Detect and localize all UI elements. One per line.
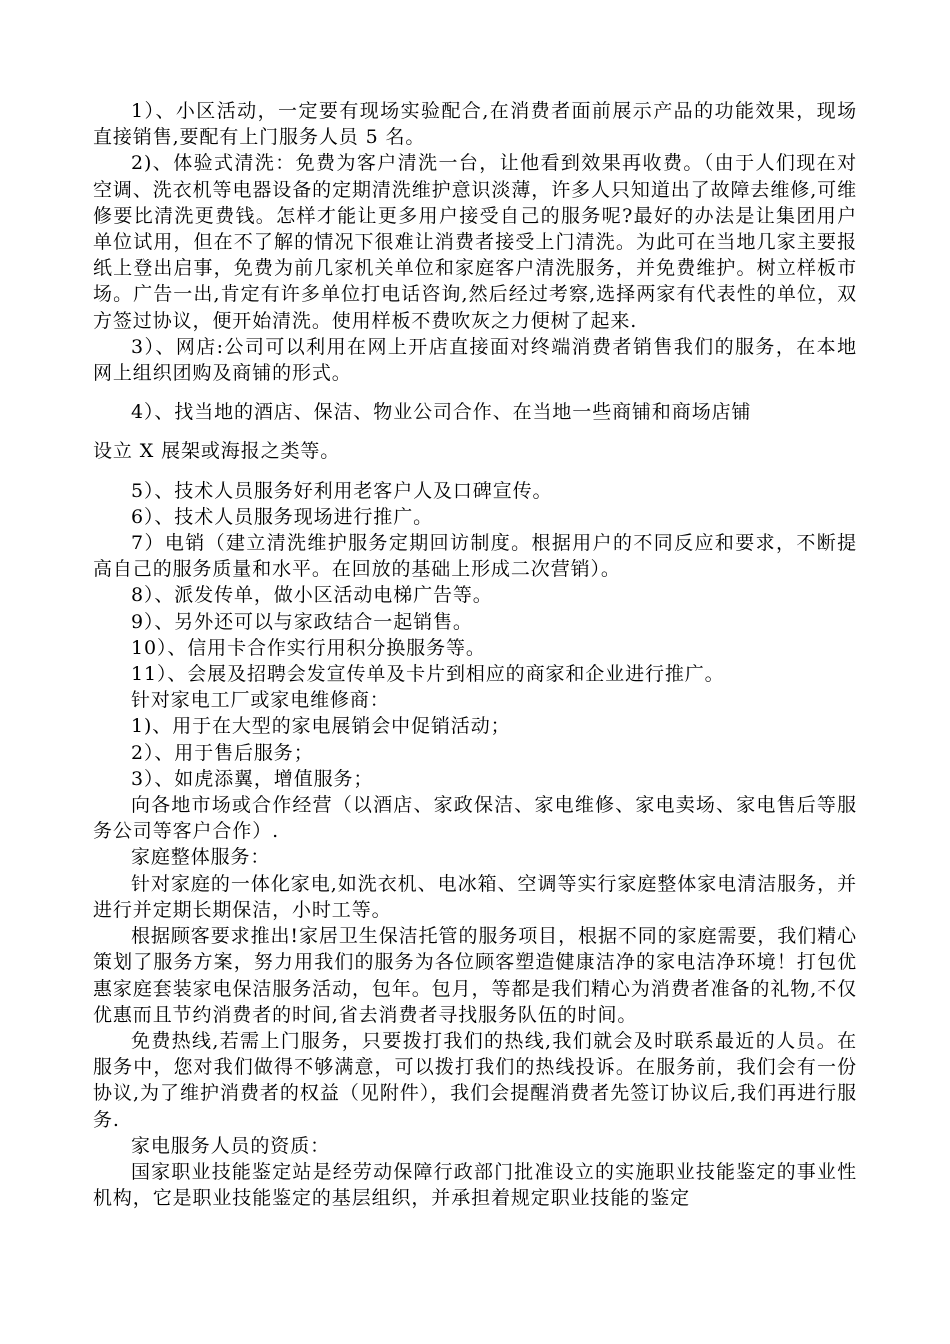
paragraph-customer-requests: 根据顾客要求推出!家居卫生保洁托管的服务项目，根据不同的家庭需要，我们精心策划了服务方案，努力用我们的服务为各位顾客塑造健康洁净的家电洁净环境！打包优惠家庭套装家电保洁服务活动，包年。包月，等都是我们精心为消费者准备的礼物,不仅优惠而且节约消费者的时间,省去消费者寻找服务队伍的时间。 <box>93 925 857 1026</box>
paragraph-factory-3: 3）、如虎添翼，增值服务； <box>131 767 374 790</box>
paragraph-4: 4）、找当地的酒店、保洁、物业公司合作、在当地一些商铺和商场店铺 <box>131 401 752 424</box>
paragraph-national-appraisal: 国家职业技能鉴定站是经劳动保障行政部门批准设立的实施职业技能鉴定的事业性机构，它是职业技能鉴定的基层组织，并承担着规定职业技能的鉴定 <box>93 1160 857 1210</box>
paragraph-household-integrated: 针对家庭的一体化家电,如洗衣机、电冰箱、空调等实行家庭整体家电清洁服务，并进行并定期长期保洁，小时工等。 <box>93 872 857 921</box>
paragraph-9: 9）、另外还可以与家政结合一起销售。 <box>131 610 473 633</box>
paragraph-free-hotline: 免费热线,若需上门服务，只要拨打我们的热线,我们就会及时联系最近的人员。在服务中，您对我们做得不够满意，可以拨打我们的热线投诉。在服务前，我们会有一份协议,为了维护消费者的权益（见附件），我们会提醒消费者先签订协议后,我们再进行服务. <box>93 1029 857 1131</box>
paragraph-11: 11）、会展及招聘会发宣传单及卡片到相应的商家和企业进行推广。 <box>131 663 725 686</box>
paragraph-4-continued: 设立 X 展架或海报之类等。 <box>93 440 341 463</box>
paragraph-7: 7）电销（建立清洗维护服务定期回访制度。根据用户的不同反应和要求，不断提高自己的服务质量和水平。在回放的基础上形成二次营销）。 <box>93 532 857 581</box>
section-heading-appliance-factories: 针对家电工厂或家电维修商： <box>131 689 390 712</box>
paragraph-8: 8）、派发传单，做小区活动电梯广告等。 <box>131 584 493 607</box>
paragraph-5: 5）、技术人员服务好利用老客户人及口碑宣传。 <box>131 479 553 502</box>
document-body <box>93 98 857 1211</box>
paragraph-6: 6）、技术人员服务现场进行推广。 <box>131 505 433 528</box>
section-heading-staff-qualification: 家电服务人员的资质： <box>131 1134 331 1157</box>
paragraph-2: 2)、体验式清洗：免费为客户清洗一台，让他看到效果再收费。（由于人们现在对空调、洗衣机等电器设备的定期清洗维护意识淡薄，许多人只知道出了故障去维修,可维修要比清洗更费钱。怎样才能让更多用户接受自己的服务呢?最好的办法是让集团用户单位试用，但在不了解的情况下很难让消费者接受上门清洗。为此可在当地几家主要报纸上登出启事，免费为前几家机关单位和家庭客户清洗服务，并免费维护。树立样板市场。广告一出,肯定有许多单位打电话咨询,然后经过考察,选择两家有代表性的单位，双方签过协议，便开始清洗。使用样板不费吹灰之力便树了起来. <box>93 152 857 332</box>
paragraph-factory-2: 2）、用于售后服务； <box>131 741 314 764</box>
paragraph-regional-markets: 向各地市场或合作经营（以酒店、家政保洁、家电维修、家电卖场、家电售后等服务公司等客户合作）. <box>93 794 857 843</box>
paragraph-factory-1: 1)、用于在大型的家电展销会中促销活动； <box>131 715 511 738</box>
section-heading-household-service: 家庭整体服务： <box>131 846 271 869</box>
paragraph-10: 10）、信用卡合作实行用积分换服务等。 <box>131 636 486 659</box>
paragraph-3: 3）、网店:公司可以利用在网上开店直接面对终端消费者销售我们的服务，在本地网上组织团购及商铺的形式。 <box>93 335 857 385</box>
paragraph-1: 1）、小区活动，一定要有现场实验配合,在消费者面前展示产品的功能效果，现场直接销售,要配有上门服务人员 5 名。 <box>93 100 857 149</box>
